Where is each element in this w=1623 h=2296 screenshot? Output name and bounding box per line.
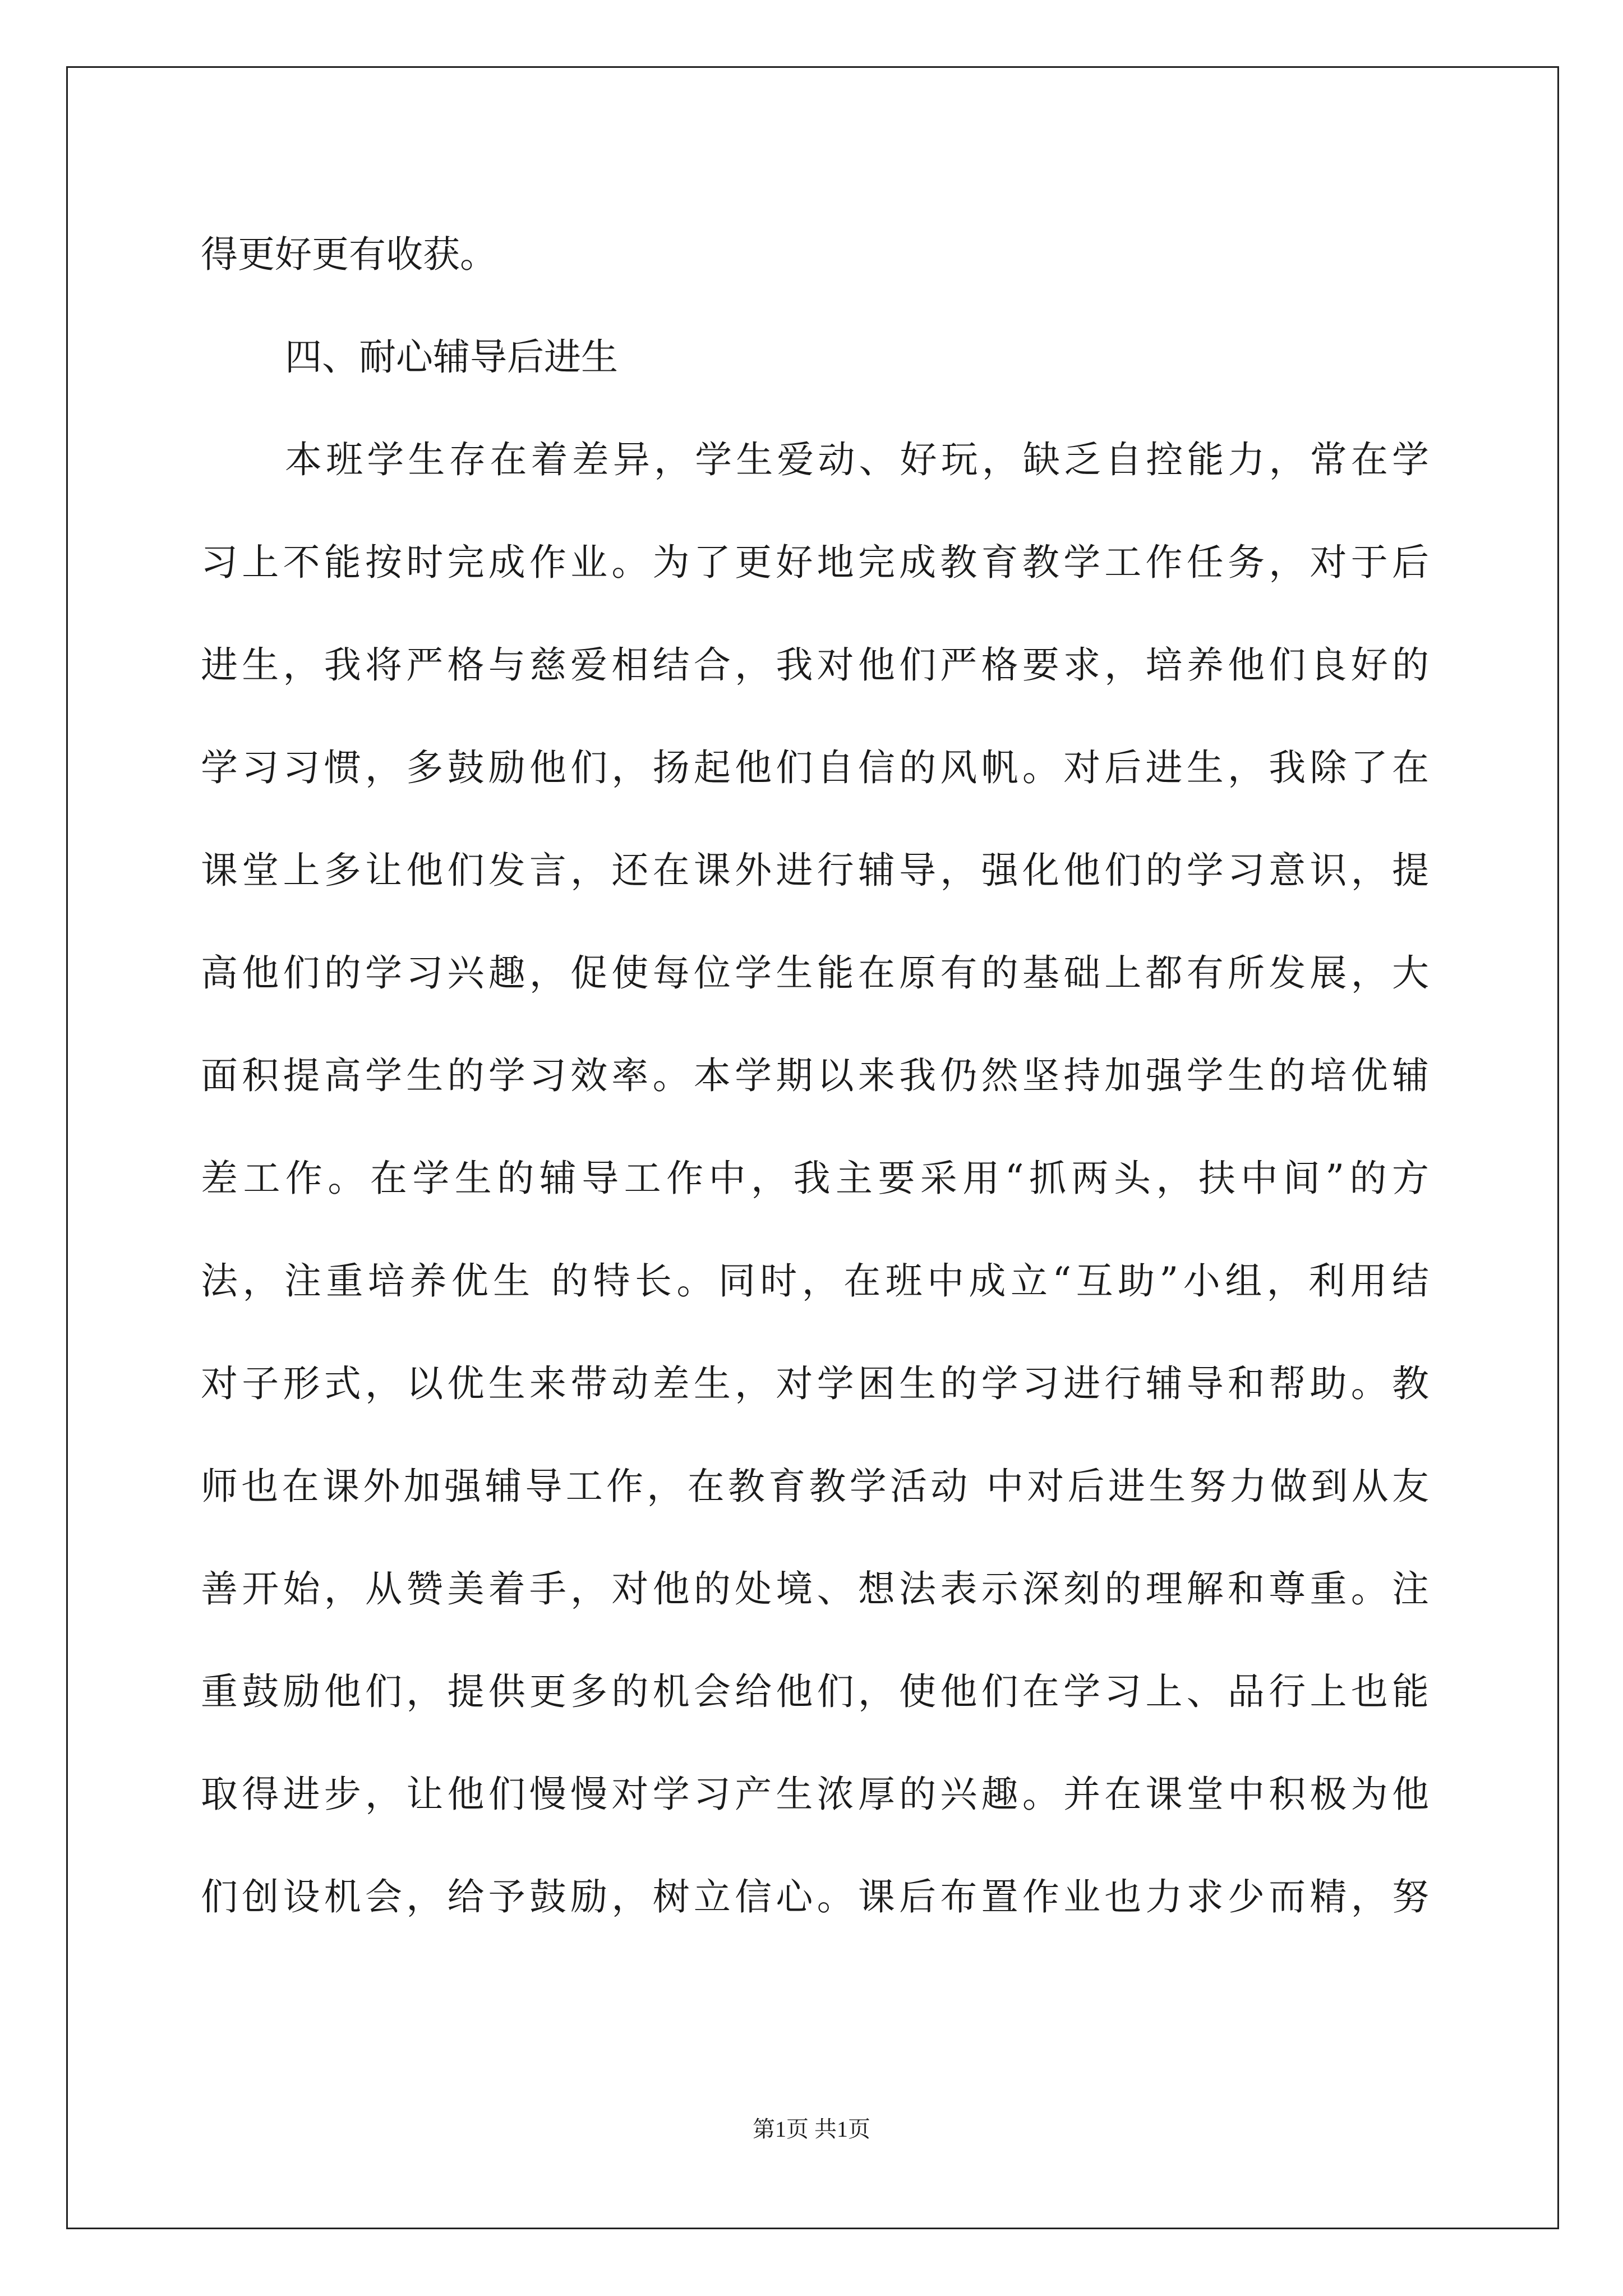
body-line: 进生，我将严格与慈爱相结合，我对他们严格要求，培养他们良好的	[201, 643, 1429, 687]
section-heading: 四、耐心辅导后进生	[285, 335, 618, 379]
body-line: 们创设机会，给予鼓励，树立信心。课后布置作业也力求少而精，努	[201, 1875, 1429, 1918]
body-line: 法，注重培养优生 的特长。同时，在班中成立“互助”小组，利用结	[201, 1259, 1429, 1303]
body-line: 本班学生存在着差异，学生爱动、好玩，缺乏自控能力，常在学	[285, 438, 1429, 481]
body-line: 重鼓励他们，提供更多的机会给他们，使他们在学习上、品行上也能	[201, 1670, 1429, 1713]
document-body	[201, 203, 1429, 1948]
body-line: 学习习惯，多鼓励他们，扬起他们自信的风帆。对后进生，我除了在	[201, 746, 1429, 789]
body-line: 高他们的学习兴趣，促使每位学生能在原有的基础上都有所发展，大	[201, 951, 1429, 995]
body-line: 差工作。在学生的辅导工作中，我主要采用“抓两头，扶中间”的方	[201, 1157, 1429, 1200]
body-line: 取得进步，让他们慢慢对学习产生浓厚的兴趣。并在课堂中积极为他	[201, 1773, 1429, 1816]
body-line: 对子形式，以优生来带动差生，对学困生的学习进行辅导和帮助。教	[201, 1362, 1429, 1405]
body-line: 善开始，从赞美着手，对他的处境、想法表示深刻的理解和尊重。注	[201, 1567, 1429, 1611]
body-line: 师也在课外加强辅导工作，在教育教学活动 中对后进生努力做到从友	[201, 1465, 1429, 1508]
body-line: 得更好更有收获。	[201, 233, 497, 276]
body-line: 课堂上多让他们发言，还在课外进行辅导，强化他们的学习意识，提	[201, 849, 1429, 892]
page-footer: 第1页 共1页	[753, 2116, 870, 2142]
body-line: 面积提高学生的学习效率。本学期以来我仍然坚持加强学生的培优辅	[201, 1054, 1429, 1097]
body-line: 习上不能按时完成作业。为了更好地完成教育教学工作任务，对于后	[201, 541, 1429, 584]
